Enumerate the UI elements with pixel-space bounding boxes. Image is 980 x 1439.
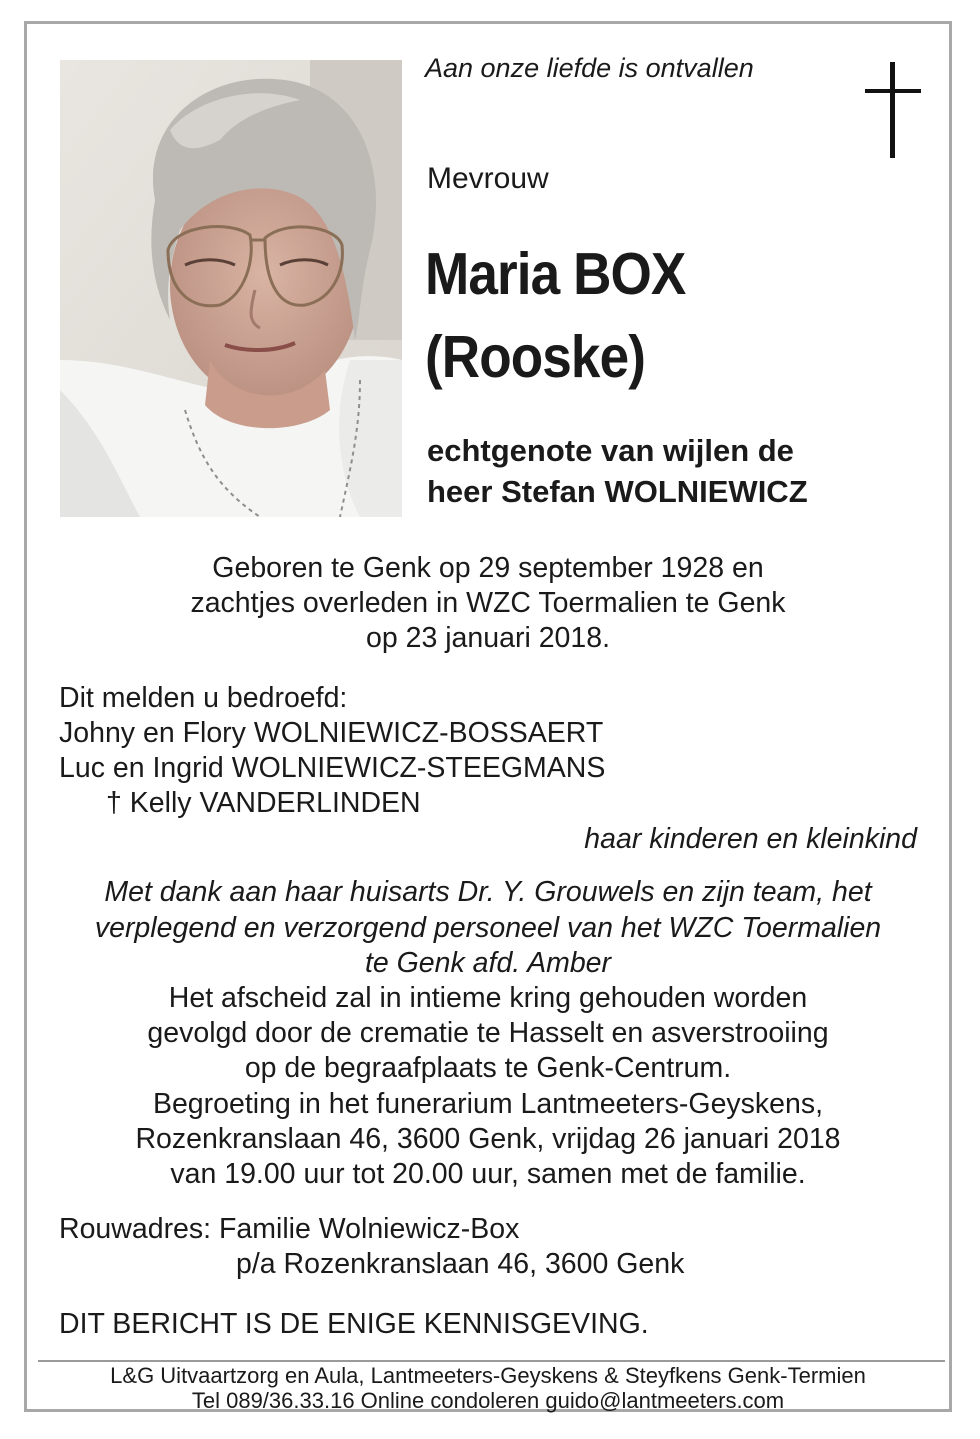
deceased-name: Maria BOX: [425, 241, 686, 307]
birth-line-1: Geboren te Genk op 29 september 1928 en: [212, 552, 764, 584]
ceremony-line: van 19.00 uur tot 20.00 uur, samen met de familie.: [170, 1158, 806, 1190]
birth-line-3: op 23 januari 2018.: [365, 622, 611, 654]
mourning-address-line-2: p/a Rozenkranslaan 46, 3600 Genk: [236, 1248, 685, 1280]
thanks-line: Met dank aan haar huisarts Dr. Y. Grouwels en zijn team, het: [104, 876, 872, 908]
latin-cross-icon: [865, 62, 921, 158]
intro-line: Aan onze liefde is ontvallen: [425, 53, 754, 83]
family-relation: haar kinderen en kleinkind: [584, 823, 917, 855]
ceremony-line: Het afscheid zal in intieme kring gehouden worden: [168, 982, 808, 1014]
ceremony-line: Rozenkranslaan 46, 3600 Genk, vrijdag 26 januari 2018: [135, 1123, 841, 1155]
family-member: Johny en Flory WOLNIEWICZ-BOSSAERT: [59, 717, 604, 749]
footer-divider: [38, 1360, 945, 1362]
family-heading: Dit melden u bedroefd:: [59, 682, 348, 714]
honorific: Mevrouw: [427, 162, 549, 195]
portrait-photo: [60, 60, 402, 517]
family-member: Luc en Ingrid WOLNIEWICZ-STEEGMANS: [59, 752, 606, 784]
ceremony-line: Begroeting in het funerarium Lantmeeters-Geyskens,: [152, 1088, 824, 1120]
birth-line-2: zachtjes overleden in WZC Toermalien te Genk: [190, 587, 786, 619]
thanks-line: verplegend en verzorgend personeel van het WZC Toermalien: [94, 912, 882, 944]
thanks-line: te Genk afd. Amber: [364, 947, 612, 979]
spouse-line-1: echtgenote van wijlen de: [427, 433, 794, 468]
closing-statement: DIT BERICHT IS DE ENIGE KENNISGEVING.: [59, 1308, 649, 1340]
deceased-nickname: (Rooske): [425, 324, 645, 390]
family-member: † Kelly VANDERLINDEN: [106, 787, 421, 819]
footer-line-2: Tel 089/36.33.16 Online condoleren guido@lantmeeters.com: [191, 1388, 785, 1413]
ceremony-line: op de begraafplaats te Genk-Centrum.: [244, 1052, 732, 1084]
spouse-line-2: heer Stefan WOLNIEWICZ: [427, 474, 808, 509]
mourning-address-line-1: Rouwadres: Familie Wolniewicz-Box: [59, 1213, 520, 1245]
footer-line-1: L&G Uitvaartzorg en Aula, Lantmeeters-Geyskens & Steyfkens Genk-Termien: [110, 1363, 866, 1388]
ceremony-line: gevolgd door de crematie te Hasselt en asverstrooiing: [147, 1017, 829, 1049]
